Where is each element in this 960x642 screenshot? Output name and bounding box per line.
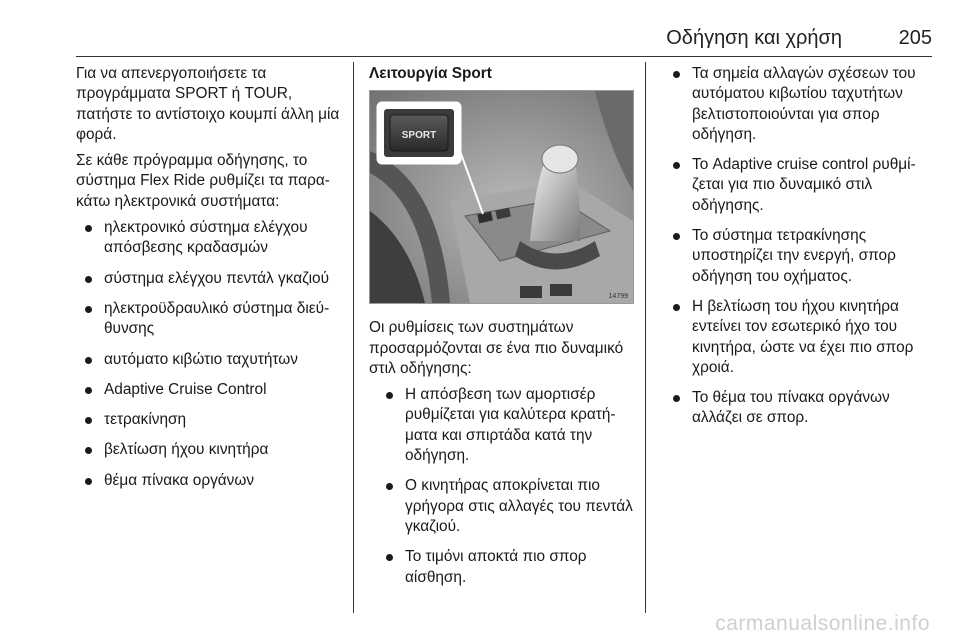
paragraph: Για να απενεργοποιήσετε τα προγράμματα SPORT ή TOUR, πατήστε το αντίστοιχο κουμπί άλλη μία φορά. bbox=[76, 65, 340, 143]
sport-button-label: SPORT bbox=[401, 130, 437, 142]
bullet-icon bbox=[85, 447, 92, 454]
bullet-icon bbox=[386, 554, 393, 561]
paragraph: Σε κάθε πρόγραμμα οδήγησης, το σύστημα Flex Ride ρυθμίζει τα παρα- κάτω ηλεκτρονικά συστήματα: bbox=[76, 152, 330, 210]
list-item-text: βελτίωση ήχου κινητήρα bbox=[104, 441, 269, 459]
header-rule bbox=[76, 56, 932, 57]
bullet-icon bbox=[85, 478, 92, 485]
bullet-icon bbox=[673, 304, 680, 311]
column-3 bbox=[668, 64, 930, 439]
bullet-list bbox=[369, 385, 635, 588]
list-item bbox=[80, 299, 346, 340]
list-item bbox=[80, 380, 346, 400]
list-item bbox=[80, 218, 346, 259]
paragraph: Οι ρυθμίσεις των συστημάτων προσαρμόζονται σε ένα πιο δυναμικό στιλ οδήγησης: bbox=[369, 319, 624, 377]
bullet-icon bbox=[85, 306, 92, 313]
bullet-icon bbox=[673, 395, 680, 402]
column-2 bbox=[369, 64, 635, 598]
bullet-list bbox=[76, 218, 346, 491]
list-item bbox=[668, 297, 930, 378]
list-item-text: Το θέμα του πίνακα οργάνων αλλάζει σε σπορ. bbox=[692, 389, 890, 427]
bullet-icon bbox=[386, 483, 393, 490]
bullet-icon bbox=[673, 162, 680, 169]
list-item-text: ηλεκτρονικό σύστημα ελέγχου απόσβεσης κραδασμών bbox=[104, 219, 308, 257]
list-item-text: αυτόματο κιβώτιο ταχυτήτων bbox=[104, 350, 298, 368]
page-header-title: Οδήγηση και χρήση bbox=[666, 27, 842, 49]
bullet-icon bbox=[673, 71, 680, 78]
list-item-text: Το τιμόνι αποκτά πιο σπορ αίσθηση. bbox=[405, 548, 587, 586]
list-item bbox=[80, 410, 346, 430]
list-item-text: Ο κινητήρας αποκρίνεται πιο γρήγορα στις αλλαγές του πεντάλ γκαζιού. bbox=[405, 477, 633, 535]
list-item bbox=[80, 471, 346, 491]
list-item-text: Η απόσβεση των αμορτισέρ ρυθμίζεται για καλύτερα κρατή- ματα και σπιρτάδα κατά την οδήγηση. bbox=[405, 386, 616, 465]
list-item-text: σύστημα ελέγχου πεντάλ γκαζιού bbox=[104, 269, 330, 287]
list-item-text: Τα σημεία αλλαγών σχέσεων του αυτόματου κιβωτίου ταχυτήτων βελτιστοποιούνται για σπορ οδήγηση. bbox=[692, 65, 916, 143]
list-item bbox=[668, 155, 930, 216]
bullet-icon bbox=[85, 276, 92, 283]
column-1 bbox=[76, 64, 346, 501]
list-item bbox=[381, 476, 635, 537]
bullet-icon bbox=[85, 387, 92, 394]
bullet-icon bbox=[85, 225, 92, 232]
list-item-text: Adaptive Cruise Control bbox=[104, 380, 267, 398]
page-number: 205 bbox=[898, 27, 932, 49]
list-item-text: Το σύστημα τετρακίνησης υποστηρίζει την ενεργή, σπορ οδήγηση του οχήματος. bbox=[692, 227, 896, 285]
console-illustration bbox=[370, 91, 633, 303]
list-item-text: ηλεκτροϋδραυλικό σύστημα διεύ- θυνσης bbox=[104, 299, 330, 338]
watermark: carmanualsonline.info bbox=[715, 612, 930, 635]
list-item bbox=[80, 440, 346, 460]
list-item bbox=[80, 350, 346, 370]
bullet-icon bbox=[386, 392, 393, 399]
bullet-icon bbox=[85, 357, 92, 364]
list-item-text: τετρακίνηση bbox=[104, 411, 187, 429]
list-item bbox=[668, 226, 930, 287]
bullet-list bbox=[668, 64, 930, 429]
list-item-text: θέμα πίνακα οργάνων bbox=[104, 471, 255, 489]
list-item bbox=[668, 64, 930, 145]
list-item bbox=[668, 388, 930, 429]
section-heading: Λειτουργία Sport bbox=[369, 65, 492, 82]
list-item-text: Η βελτίωση του ήχου κινητήρα εντείνει τον εσωτερικό ήχο του κινητήρα, ώστε να έχει πιο σπορ χροιά. bbox=[692, 297, 914, 376]
list-item bbox=[381, 547, 635, 588]
sport-button-photo bbox=[369, 90, 634, 304]
image-id: 14799 bbox=[608, 293, 628, 301]
bullet-icon bbox=[85, 417, 92, 424]
list-item-text: Το Adaptive cruise control ρυθμί- ζεται για πιο δυναμικό στιλ οδήγησης. bbox=[692, 156, 916, 214]
column-divider bbox=[645, 62, 646, 613]
list-item bbox=[381, 385, 635, 466]
list-item bbox=[80, 269, 346, 289]
bullet-icon bbox=[673, 233, 680, 240]
column-divider bbox=[353, 62, 354, 613]
